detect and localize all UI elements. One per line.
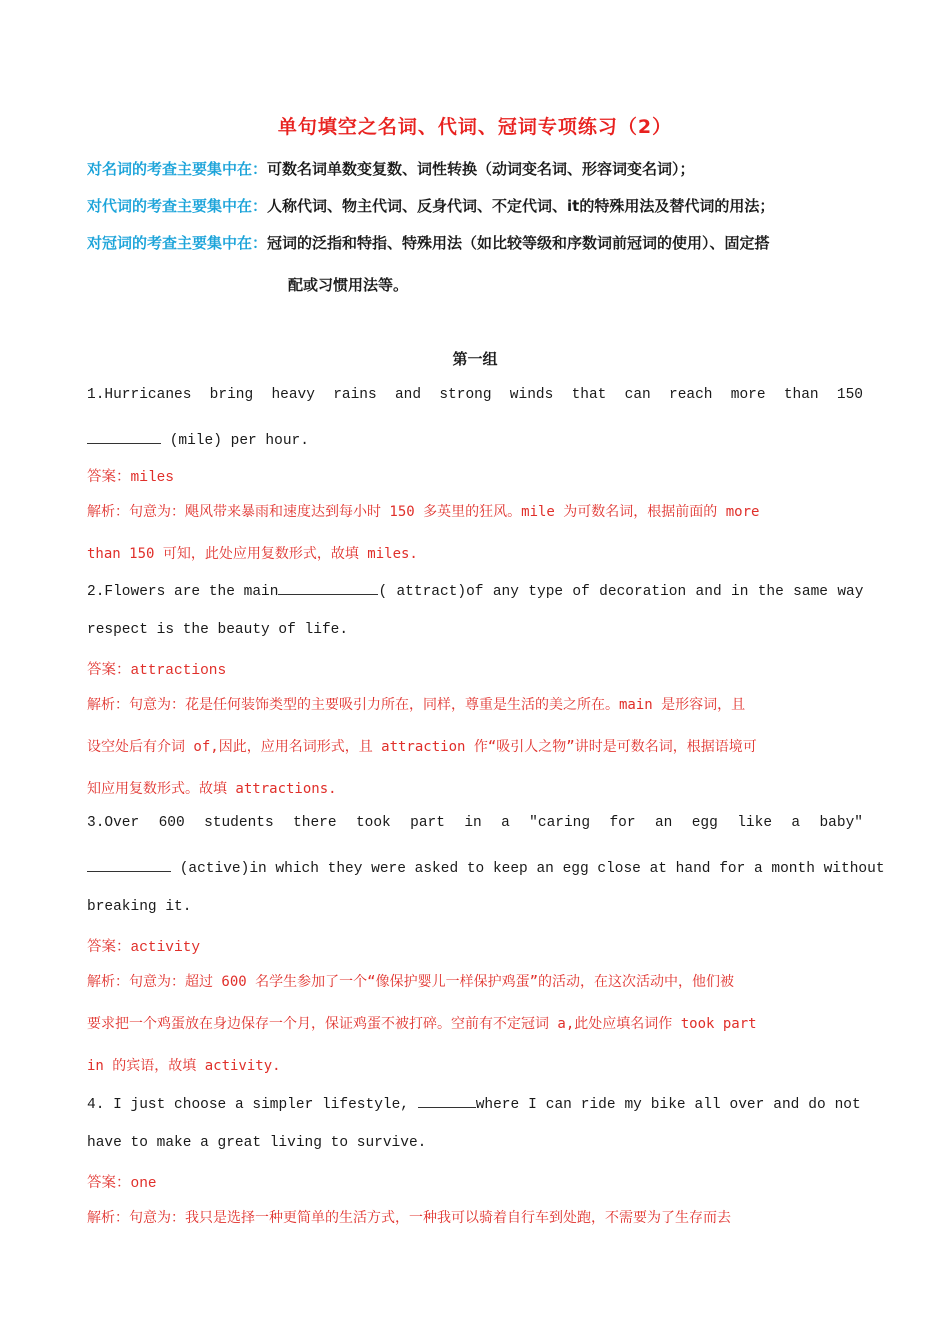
q1-line2 — [87, 429, 863, 449]
q2-explanation-line1: 解析：句意为：花是任何装饰类型的主要吸引力所在，同样，尊重是生活的美之所在。main 是形容词，且 — [87, 697, 746, 713]
intro-label: 对代词的考查主要集中在： — [87, 197, 268, 215]
answer-blank — [278, 580, 378, 595]
q1-line2-text: (mile) per hour. — [169, 433, 309, 449]
intro-text: 可数名词单数变复数、词性转换（动词变名词、形容词变名词）； — [267, 160, 695, 178]
intro-text: 人称代词、物主代词、反身代词、不定代词、it的特殊用法及替代词的用法； — [267, 197, 775, 215]
answer-blank — [87, 857, 171, 872]
intro-pronoun — [87, 195, 867, 216]
q2-answer: 答案：attractions — [87, 663, 227, 679]
q4-line1-end: where I can ride my bike all over and do not — [475, 1097, 861, 1113]
q3-explanation-line3: in 的宾语，故填 activity. — [87, 1058, 281, 1074]
q1-explanation-line1: 解析：句意为：飓风带来暴雨和速度达到每小时 150 多英里的狂风。mile 为可数名词，根据前面的 more — [87, 504, 760, 520]
intro-label: 对冠词的考查主要集中在： — [87, 234, 268, 252]
q2-explanation-line3: 知应用复数形式。故填 attractions. — [87, 781, 337, 797]
q3-answer: 答案：activity — [87, 940, 201, 956]
q3-line2-text: (active)in which they were asked to keep an egg close at hand for a month without — [179, 861, 885, 877]
q4-line1-start: 4. I just choose a simpler lifestyle, — [87, 1097, 409, 1113]
intro-noun — [87, 158, 867, 179]
q3-explanation-line2: 要求把一个鸡蛋放在身边保存一个月，保证鸡蛋不被打碎。空前有不定冠词 a,此处应填名词作 took part — [87, 1016, 757, 1032]
q2-explanation-line2: 设空处后有介词 of,因此，应用名词形式，且 attraction 作“吸引人之物”讲时是可数名词，根据语境可 — [87, 739, 757, 755]
answer-blank — [87, 429, 161, 444]
q2-line1 — [87, 580, 863, 600]
q3-line3: breaking it. — [87, 899, 192, 915]
q4-line2: have to make a great living to survive. — [87, 1135, 427, 1151]
q2-line1-start: 2.Flowers are the main — [87, 584, 279, 600]
q3-explanation-line1: 解析：句意为：超过 600 名学生参加了一个“像保护婴儿一样保护鸡蛋”的活动，在这次活动中，他们被 — [87, 974, 734, 990]
q4-answer: 答案：one — [87, 1176, 157, 1192]
answer-blank — [418, 1093, 476, 1108]
q4-explanation-line1: 解析：句意为：我只是选择一种更简单的生活方式，一种我可以骑着自行车到处跑，不需要为了生存而去 — [87, 1210, 731, 1226]
q1-line1: 1.Hurricanes bring heavy rains and strong winds that can reach more than 150 — [87, 387, 863, 403]
q1-explanation-line2: than 150 可知，此处应用复数形式，故填 miles. — [87, 546, 418, 562]
intro-continuation: 配或习惯用法等。 — [288, 276, 409, 294]
intro-label: 对名词的考查主要集中在： — [87, 160, 268, 178]
q4-line1 — [87, 1093, 863, 1113]
q3-line2 — [87, 857, 885, 877]
q3-line1: 3.Over 600 students there took part in a "caring for an egg like a baby" — [87, 815, 863, 831]
group-title: 第一组 — [452, 350, 498, 368]
page-title: 单句填空之名词、代词、冠词专项练习（2） — [277, 116, 673, 138]
intro-article — [87, 232, 867, 253]
intro-text: 冠词的泛指和特指、特殊用法（如比较等级和序数词前冠词的使用）、固定搭 — [267, 234, 770, 252]
q2-line1-end: ( attract)of any type of decoration and in the same way — [378, 584, 864, 600]
q1-answer: 答案：miles — [87, 470, 175, 486]
q2-line2: respect is the beauty of life. — [87, 622, 349, 638]
